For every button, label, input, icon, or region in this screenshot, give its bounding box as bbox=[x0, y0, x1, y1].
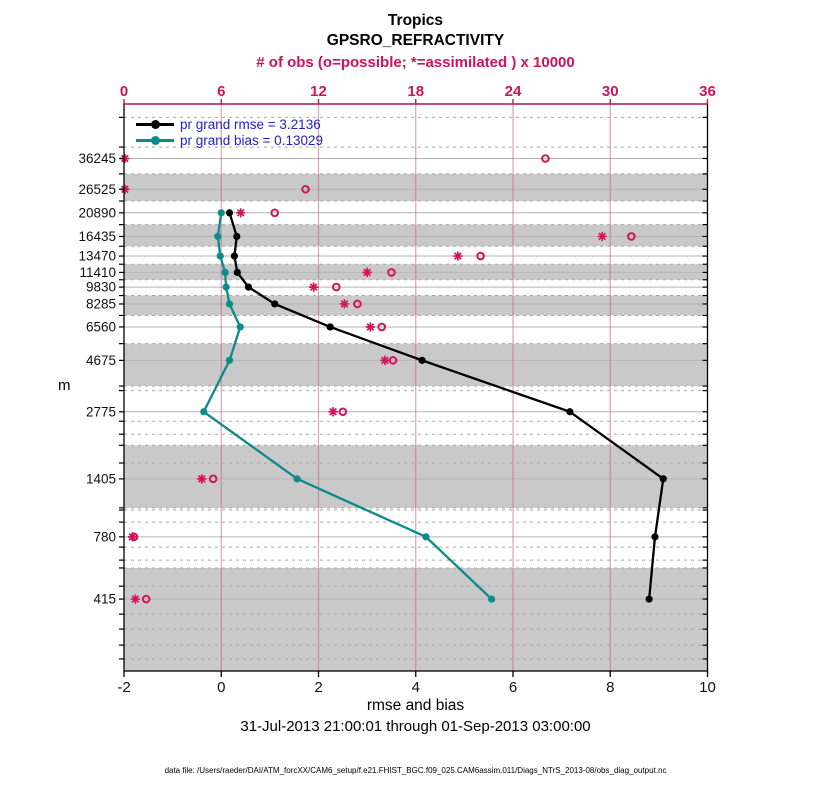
assimilated-asterisk-marker bbox=[197, 474, 206, 483]
top-tick-label: 24 bbox=[504, 83, 522, 100]
timespan-text: 31-Jul-2013 21:00:01 through 01-Sep-2013 03:00:00 bbox=[240, 718, 591, 735]
rmse-point bbox=[646, 595, 653, 602]
assimilated-asterisk-marker bbox=[366, 322, 375, 331]
bias-point bbox=[222, 269, 229, 276]
legend-label-rmse: pr grand rmse = 3.2136 bbox=[180, 116, 321, 132]
y-tick-label: 8285 bbox=[85, 296, 116, 312]
top-tick-label: 0 bbox=[119, 83, 129, 100]
bias-point bbox=[226, 357, 233, 364]
bottom-tick-label: 8 bbox=[606, 679, 615, 696]
assimilated-asterisk-marker bbox=[453, 251, 462, 260]
assimilated-asterisk-marker bbox=[340, 299, 349, 308]
top-tick-label: 6 bbox=[217, 83, 226, 100]
rmse-point bbox=[271, 300, 278, 307]
bias-point bbox=[226, 300, 233, 307]
top-tick-label: 18 bbox=[407, 83, 425, 100]
bias-point bbox=[200, 408, 207, 415]
bottom-tick-label: 0 bbox=[217, 679, 226, 696]
legend bbox=[136, 116, 323, 148]
assimilated-asterisk-marker bbox=[363, 268, 372, 277]
bias-point bbox=[223, 284, 230, 291]
y-tick-label: 26525 bbox=[78, 181, 116, 197]
bias-point bbox=[218, 209, 225, 216]
y-tick-label: 2775 bbox=[85, 404, 116, 420]
legend-item-rmse bbox=[136, 116, 323, 132]
bottom-tick-label: -2 bbox=[117, 679, 131, 696]
rmse-point bbox=[231, 252, 238, 259]
top-axis-label: # of obs (o=possible; *=assimilated ) x 10000 bbox=[256, 54, 575, 71]
assimilated-asterisk-marker bbox=[131, 594, 140, 603]
assimilated-asterisk-marker bbox=[328, 407, 337, 416]
y-axis-label: m bbox=[58, 377, 71, 394]
rmse-point bbox=[418, 357, 425, 364]
assimilated-asterisk-marker bbox=[236, 208, 245, 217]
y-tick-label: 13470 bbox=[78, 248, 116, 264]
assimilated-asterisk-marker bbox=[380, 356, 389, 365]
y-tick-label: 780 bbox=[93, 529, 116, 545]
rmse-point bbox=[245, 284, 252, 291]
y-tick-label: 20890 bbox=[78, 205, 116, 221]
legend-item-bias bbox=[136, 132, 323, 148]
bias-point bbox=[488, 595, 495, 602]
rmse-point bbox=[651, 533, 658, 540]
chart-title: Tropics bbox=[387, 12, 444, 29]
top-tick-label: 30 bbox=[601, 83, 619, 100]
assimilated-asterisk-marker bbox=[128, 532, 137, 541]
y-tick-label: 4675 bbox=[85, 352, 116, 368]
bottom-tick-label: 2 bbox=[314, 679, 323, 696]
rmse-point bbox=[226, 209, 233, 216]
bias-point bbox=[237, 323, 244, 330]
bottom-axis-label: rmse and bias bbox=[366, 697, 465, 714]
rmse-point bbox=[233, 233, 240, 240]
bottom-tick-label: 10 bbox=[699, 679, 716, 696]
assimilated-asterisk-marker bbox=[309, 283, 318, 292]
rmse-line-swatch bbox=[136, 123, 174, 126]
y-tick-label: 11410 bbox=[79, 264, 116, 280]
y-tick-label: 1405 bbox=[85, 471, 116, 487]
y-tick-label: 415 bbox=[93, 591, 116, 607]
bias-point bbox=[217, 252, 224, 259]
bias-marker-icon bbox=[151, 136, 160, 145]
y-tick-label: 36245 bbox=[78, 150, 116, 166]
y-tick-label: 6560 bbox=[85, 319, 116, 335]
rmse-point bbox=[660, 475, 667, 482]
bias-point bbox=[422, 533, 429, 540]
bias-line-swatch bbox=[136, 139, 174, 142]
top-tick-label: 36 bbox=[699, 83, 716, 100]
rmse-marker-icon bbox=[151, 120, 160, 129]
bottom-tick-label: 4 bbox=[411, 679, 420, 696]
bias-point bbox=[214, 233, 221, 240]
chart-subtitle: GPSRO_REFRACTIVITY bbox=[326, 32, 505, 49]
bottom-tick-label: 6 bbox=[508, 679, 518, 696]
rmse-point bbox=[327, 323, 334, 330]
bias-point bbox=[294, 475, 301, 482]
y-tick-label: 16435 bbox=[78, 228, 116, 244]
legend-label-bias: pr grand bias = 0.13029 bbox=[180, 132, 323, 148]
datafile-footer: data file: /Users/raeder/DAI/ATM_forcXX/CAM6_setup/f.e21.FHIST_BGC.f09_025.CAM6assim.011/Diags_NTrS_2013-08/obs_diag_output.nc bbox=[164, 766, 667, 775]
assimilated-asterisk-marker bbox=[598, 232, 607, 241]
top-tick-label: 12 bbox=[310, 83, 327, 100]
y-tick-label: 9830 bbox=[85, 279, 116, 295]
rmse-point bbox=[234, 269, 241, 276]
rmse-point bbox=[566, 408, 573, 415]
